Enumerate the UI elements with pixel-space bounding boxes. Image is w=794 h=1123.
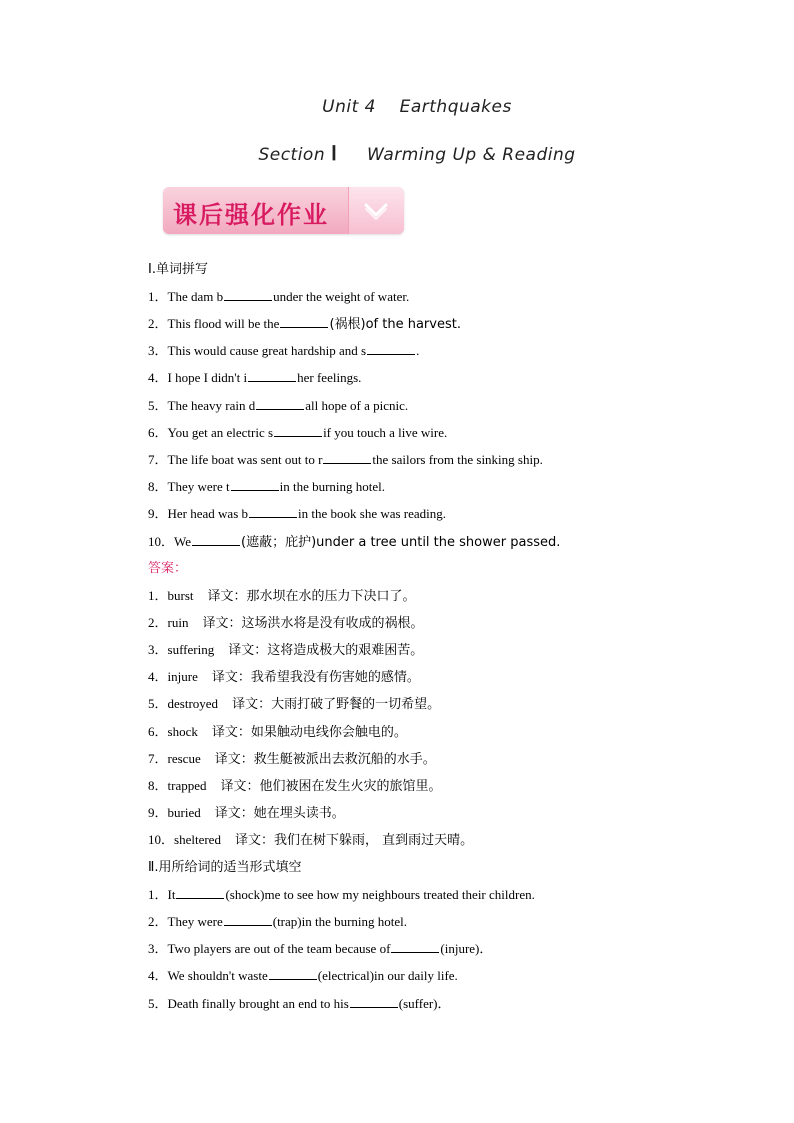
list-item: 1．The dam b under the weight of water.: [148, 289, 410, 304]
list-item: 3．suffering 译文：这将造成极大的艰难困苦。: [148, 642, 424, 658]
homework-banner: [163, 187, 404, 234]
list-item: 4．I hope I didn't i her feelings.: [148, 370, 362, 385]
answer-blank[interactable]: [248, 369, 296, 382]
list-item: 4．We shouldn't waste (electrical)in our daily life.: [148, 968, 458, 983]
unit-topic: Earthquakes: [399, 97, 512, 117]
list-item: 4．injure 译文：我希望我没有伤害她的感情。: [148, 669, 420, 685]
list-item: 9．Her head was b in the book she was reading.: [148, 506, 447, 521]
list-item: 2．ruin 译文：这场洪水将是没有收成的祸根。: [148, 615, 424, 631]
answer-blank[interactable]: [192, 533, 240, 546]
list-item: 6．You get an electric s if you touch a live wire.: [148, 425, 448, 440]
list-item: 3．This would cause great hardship and s .: [148, 343, 420, 358]
answer-blank[interactable]: [224, 913, 272, 926]
answer-blank[interactable]: [323, 451, 371, 464]
list-item: 10．We (遮蔽；庇护)under a tree until the shower passed.: [148, 534, 561, 550]
answer-blank[interactable]: [224, 288, 272, 301]
answer-blank[interactable]: [280, 315, 328, 328]
section-title: [0, 141, 794, 166]
part2-heading: Ⅱ.用所给词的适当形式填空: [148, 860, 302, 875]
answer-blank[interactable]: [256, 397, 304, 410]
list-item: 10．sheltered 译文：我们在树下躲雨， 直到雨过天晴。: [148, 832, 474, 848]
answer-blank[interactable]: [274, 424, 322, 437]
list-item: 7．The life boat was sent out to r the sailors from the sinking ship.: [148, 452, 543, 467]
answers-heading: 答案：: [148, 561, 188, 576]
list-item: 8．trapped 译文：他们被困在发生火灾的旅馆里。: [148, 778, 442, 794]
chevron-down-icon: [363, 201, 389, 221]
unit-title: [0, 97, 794, 117]
list-item: 6．shock 译文：如果触动电线你会触电的。: [148, 724, 407, 740]
list-item: 1．burst 译文：那水坝在水的压力下决口了。: [148, 588, 416, 604]
unit-label: Unit 4: [322, 97, 376, 117]
section-subtitle: Warming Up & Reading: [366, 145, 576, 165]
answer-blank[interactable]: [176, 886, 224, 899]
answer-blank[interactable]: [391, 940, 439, 953]
banner-tab: [348, 187, 404, 234]
answer-blank[interactable]: [367, 342, 415, 355]
list-item: 5．Death finally brought an end to his (suffer)．: [148, 996, 451, 1011]
answer-blank[interactable]: [269, 967, 317, 980]
answer-blank[interactable]: [350, 995, 398, 1008]
answer-blank[interactable]: [231, 478, 279, 491]
answer-blank[interactable]: [249, 505, 297, 518]
banner-text: 课后强化作业: [173, 201, 329, 229]
list-item: 2．They were (trap)in the burning hotel.: [148, 914, 408, 929]
part1-heading: Ⅰ.单词拼写: [148, 262, 208, 277]
list-item: 2．This flood will be the (祸根)of the harvest.: [148, 316, 461, 332]
list-item: 5．destroyed 译文：大雨打破了野餐的一切希望。: [148, 696, 441, 712]
list-item: 5．The heavy rain d all hope of a picnic.: [148, 398, 409, 413]
list-item: 8．They were t in the burning hotel.: [148, 479, 386, 494]
list-item: 9．buried 译文：她在埋头读书。: [148, 805, 345, 821]
section-label: Section: [258, 145, 326, 165]
list-item: 7．rescue 译文：救生艇被派出去救沉船的水手。: [148, 751, 436, 767]
list-item: 1．It (shock)me to see how my neighbours treated their children.: [148, 887, 535, 902]
list-item: 3．Two players are out of the team because of (injure)．: [148, 941, 493, 956]
section-numeral: Ⅰ: [331, 143, 338, 165]
